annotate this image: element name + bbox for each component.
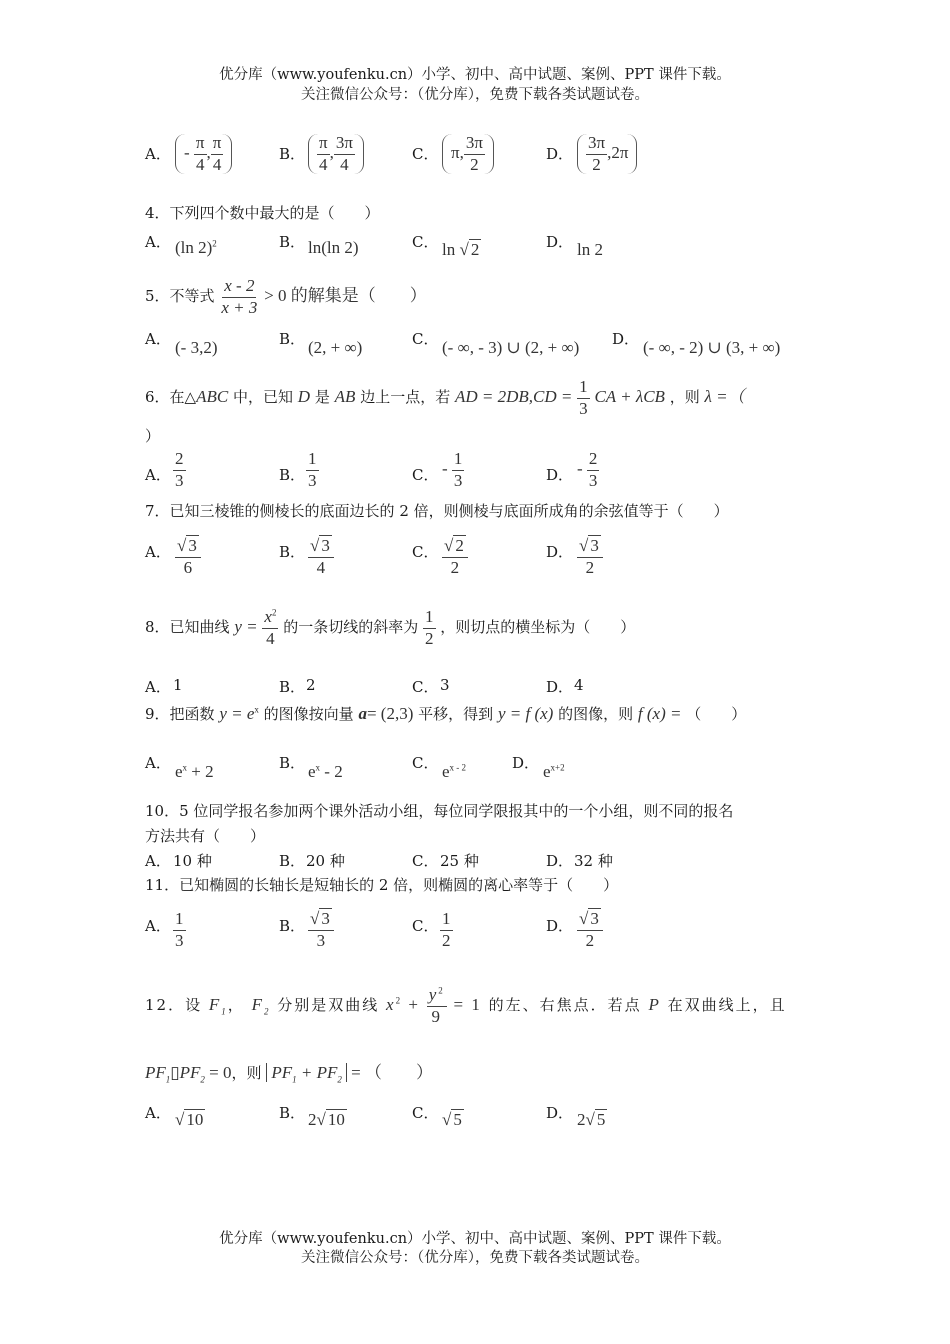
q9-label-c: C． — [412, 754, 439, 772]
q8-label-c: C． — [412, 678, 439, 696]
q3-option-c: π, $\frac{3\pi}{2}$ — [442, 134, 494, 174]
q4-option-c: ln √ 2 — [442, 240, 480, 259]
q11-option-a: $\frac{1}{3}$ — [175, 909, 184, 950]
q5-option-b: (2, + ∞) — [308, 338, 363, 357]
q12-option-b: 2√ 10 — [308, 1110, 345, 1129]
q4-label-b: B． — [279, 233, 306, 251]
q4-stem: 4．下列四个数中最大的是（ ） — [145, 204, 380, 222]
q12-label-c: C． — [412, 1104, 439, 1122]
header-line-1: 优分库（www.youfenku.cn）小学、初中、高中试题、案例、PPT 课件下载。 — [219, 67, 731, 83]
q4-label-d: D． — [546, 233, 574, 251]
q6-label-c: C． — [412, 466, 439, 484]
q11-option-d: $\frac{√ 3}{2}$ — [577, 910, 603, 950]
q6-label-b: B． — [279, 466, 306, 484]
q11-label-b: B． — [279, 917, 306, 935]
q12-label-b: B． — [279, 1104, 306, 1122]
q9-label-b: B． — [279, 754, 306, 772]
q6-option-b: $\frac{1}{3}$ — [308, 449, 317, 490]
q5-label-b: B． — [279, 330, 306, 348]
q5-option-c: (- ∞, - 3) ∪ (2, + ∞) — [442, 338, 580, 357]
q10-option-c: 25 种 — [440, 852, 479, 870]
q6-stem: 6．在△ABC 中，已知 D 是 AB 边上一点，若 AD = 2DB,CD = $\frac{1}{3}$ CA + λCB ，则 λ =（ — [145, 377, 745, 418]
q3-label-a: A． — [145, 145, 171, 163]
q9-stem: 9．把函数 $y = e^x$ 的图像按向量 a= (2,3) 平移，得到 y = f (x) 的图像，则 f (x) = （ ） — [145, 704, 747, 723]
q8-option-a: 1 — [173, 676, 183, 694]
q11-label-a: A． — [145, 917, 171, 935]
q9-label-d: D． — [512, 754, 540, 772]
q7-option-d: $\frac{√ 3}{2}$ — [577, 537, 603, 577]
q6-option-c: - $\frac{1}{3}$ — [442, 449, 463, 490]
q7-label-a: A． — [145, 543, 171, 561]
q12-stem-cont: $PF_1▯PF_2 = 0$，则 $PF_1 + PF_2$ = （ ） — [145, 1063, 433, 1085]
q10-stem-2: 方法共有（ ） — [145, 827, 266, 845]
q11-option-b: $\frac{√ 3}{3}$ — [308, 910, 334, 950]
q12-stem: 12．设 $F_1$， $F_2$ 分别是双曲线 $x^2$ + $\frac{y^2}{9}$ = 1 的左、右焦点．若点 P 在双曲线上，且 — [145, 985, 787, 1026]
q6-stem-cont: ） — [145, 427, 161, 445]
q6-option-d: - $\frac{2}{3}$ — [577, 449, 598, 490]
q5-label-a: A． — [145, 330, 171, 348]
q9-option-d: $e^{x+2}$ — [543, 762, 565, 781]
q8-option-c: 3 — [440, 676, 450, 694]
q5-option-a: (- 3,2) — [175, 338, 218, 357]
q9-option-b: $e^x - 2$ — [308, 762, 343, 781]
q5-label-d: D． — [612, 330, 640, 348]
q11-label-c: C． — [412, 917, 439, 935]
q7-stem: 7．已知三棱锥的侧棱长的底面边长的 2 倍，则侧棱与底面所成角的余弦值等于（ ） — [145, 502, 729, 520]
q10-label-c: C． — [412, 852, 439, 870]
q10-label-d: D． — [546, 852, 574, 870]
q7-option-a: $\frac{√ 3}{6}$ — [175, 537, 201, 577]
q10-option-b: 20 种 — [306, 852, 345, 870]
q10-option-a: 10 种 — [173, 852, 212, 870]
footer-line-1: 优分库（www.youfenku.cn）小学、初中、高中试题、案例、PPT 课件下载。 — [219, 1231, 731, 1247]
q7-option-c: $\frac{√ 2}{2}$ — [442, 537, 468, 577]
q8-label-d: D． — [546, 678, 574, 696]
q11-stem: 11．已知椭圆的长轴长是短轴长的 2 倍，则椭圆的离心率等于（ ） — [145, 876, 619, 894]
q12-label-a: A． — [145, 1104, 171, 1122]
q5-label-c: C． — [412, 330, 439, 348]
footer-line-2: 关注微信公众号：（优分库），免费下载各类试题试卷。 — [301, 1250, 649, 1266]
q9-label-a: A． — [145, 754, 171, 772]
q9-option-a: $e^x + 2$ — [175, 762, 214, 781]
q6-option-a: $\frac{2}{3}$ — [175, 449, 184, 490]
q11-label-d: D． — [546, 917, 574, 935]
q8-option-d: 4 — [574, 676, 584, 694]
q4-option-d: ln 2 — [577, 240, 603, 259]
q3-label-c: C． — [412, 145, 439, 163]
q10-label-a: A． — [145, 852, 171, 870]
q5-stem: 5．不等式 $\frac{x - 2}{x + 3}$ > 0 的解集是（ ） — [145, 276, 427, 317]
q10-label-b: B． — [279, 852, 306, 870]
q10-stem-1: 10．5 位同学报名参加两个课外活动小组，每位同学限报其中的一个小组，则不同的报名 — [145, 802, 734, 820]
q3-option-a: - $\frac{\pi}{4}$ , $\frac{\pi}{4}$ — [175, 134, 232, 174]
q3-option-d: $\frac{3\pi}{2}$ ,2π — [577, 134, 637, 174]
q8-option-b: 2 — [306, 676, 316, 694]
q7-label-c: C． — [412, 543, 439, 561]
q5-option-d: (- ∞, - 2) ∪ (3, + ∞) — [643, 338, 781, 357]
q6-label-d: D． — [546, 466, 574, 484]
q4-option-b: ln(ln 2) — [308, 238, 359, 257]
q6-label-a: A． — [145, 466, 171, 484]
q7-option-b: $\frac{√ 3}{4}$ — [308, 537, 334, 577]
q3-label-b: B． — [279, 145, 306, 163]
q8-label-b: B． — [279, 678, 306, 696]
q3-option-b: $\frac{\pi}{4}$ , $\frac{3\pi}{4}$ — [308, 134, 364, 174]
q4-label-a: A． — [145, 233, 171, 251]
q10-option-d: 32 种 — [574, 852, 613, 870]
header-line-2: 关注微信公众号：（优分库），免费下载各类试题试卷。 — [301, 87, 649, 103]
q12-label-d: D． — [546, 1104, 574, 1122]
q8-label-a: A． — [145, 678, 171, 696]
q12-option-d: 2√ 5 — [577, 1110, 606, 1129]
q9-option-c: $e^{x - 2}$ — [442, 762, 467, 781]
q11-option-c: $\frac{1}{2}$ — [442, 909, 451, 950]
q7-label-b: B． — [279, 543, 306, 561]
q4-label-c: C． — [412, 233, 439, 251]
q4-option-a: (ln 2)$^2$ — [175, 238, 217, 257]
q8-stem: 8．已知曲线 y = $\frac{x^2}{4}$ 的一条切线的斜率为 $\frac{1}{2}$ ，则切点的横坐标为（ ） — [145, 607, 636, 648]
q3-label-d: D． — [546, 145, 574, 163]
q12-option-a: √ 10 — [175, 1110, 204, 1129]
q7-label-d: D． — [546, 543, 574, 561]
q12-option-c: √ 5 — [442, 1110, 462, 1129]
